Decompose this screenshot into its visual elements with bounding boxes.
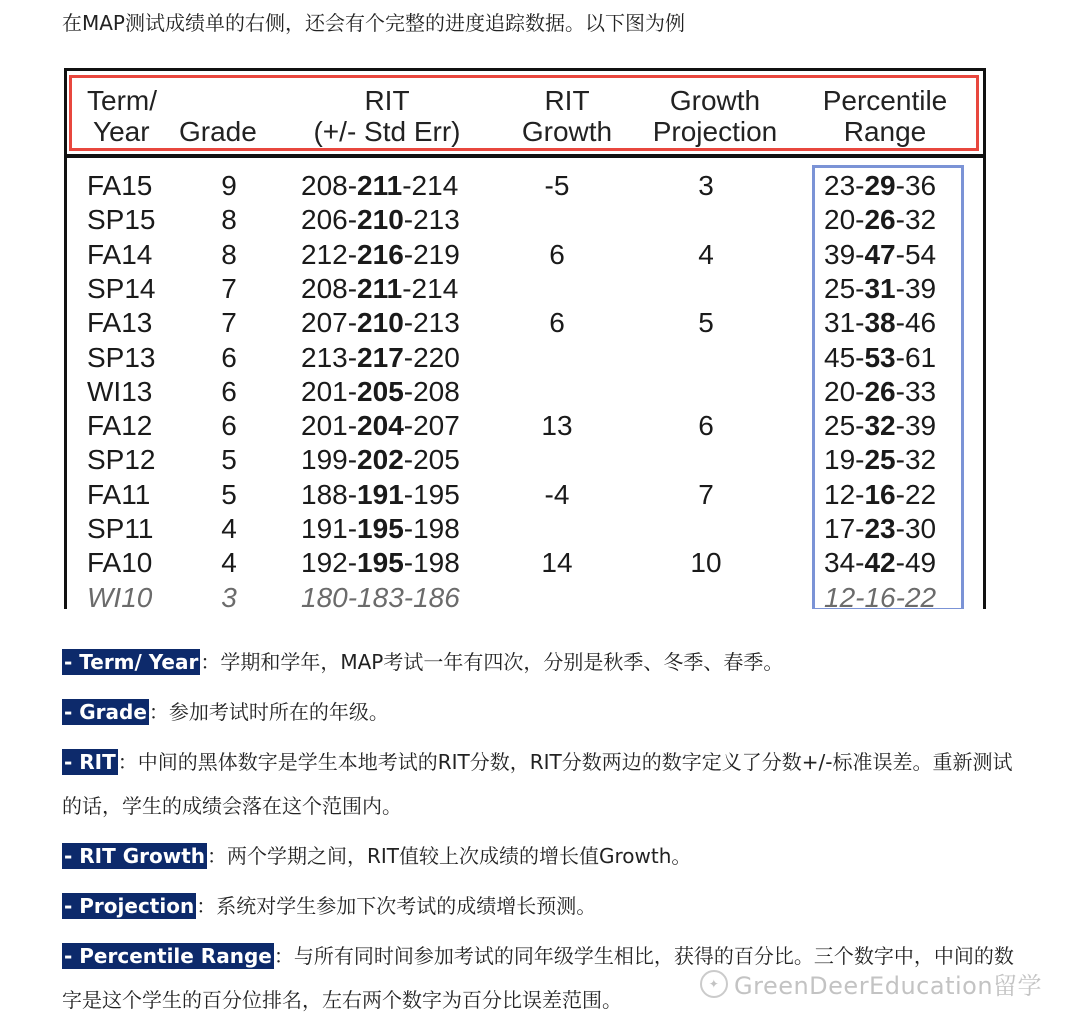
table-row (67, 306, 983, 340)
table-row (67, 443, 983, 477)
table-row (67, 375, 983, 409)
grade-cell: 8 (221, 238, 237, 270)
percentile-cell: 23-29-36 (824, 170, 937, 201)
term-cell: FA12 (87, 410, 153, 442)
definition-tag: - RIT (64, 750, 116, 774)
definition-item (62, 690, 1022, 734)
rit-cell: 208-211-214 (301, 272, 459, 304)
table-row (67, 478, 983, 512)
definition-text: ：两个学期之间，RIT值较上次成绩的增长值Growth。 (207, 844, 692, 868)
rit-cell: 191-195-198 (301, 513, 460, 544)
rit-cell: 188-191-195 (301, 478, 460, 510)
growth-cell: 6 (549, 307, 565, 339)
term-cell: FA10 (87, 547, 153, 579)
term-cell: SP14 (87, 272, 156, 304)
term-cell: SP13 (87, 341, 156, 373)
grade-cell: 6 (221, 341, 237, 373)
table-row (67, 341, 983, 375)
rit-cell: 180-183-186 (301, 581, 460, 609)
header-rit-growth: RIT Growth (521, 85, 613, 147)
definition-text: ：与所有同时间参加考试的同年级学生相比，获得的百分比。三个数字中，中间的数字是这个学生的百分位排名，左右两个数字为百分比误差范围。 (62, 944, 1014, 1012)
term-cell: SP15 (87, 204, 156, 236)
growth-cell: 6 (549, 238, 565, 270)
definition-item (62, 834, 1022, 878)
term-cell: SP11 (87, 513, 154, 544)
definition-tag: - Term/ Year (64, 650, 199, 674)
percentile-cell: 12-16-22 (824, 581, 937, 609)
percentile-cell: 25-32-39 (824, 410, 937, 442)
percentile-cell: 39-47-54 (824, 238, 937, 270)
header-growth-projection: Growth Projection (652, 85, 778, 147)
table-row (67, 581, 983, 609)
header-percentile-range: Percentile Range (822, 85, 948, 147)
percentile-cell: 17-23-30 (824, 513, 937, 544)
projection-cell: 10 (690, 547, 722, 579)
projection-cell: 3 (698, 170, 714, 201)
table-row (67, 272, 983, 306)
projection-cell: 5 (698, 307, 714, 339)
rit-cell: 201-204-207 (301, 410, 460, 442)
term-cell: FA15 (87, 170, 153, 201)
projection-cell: 4 (698, 238, 714, 270)
definition-tag: - RIT Growth (64, 844, 206, 868)
rit-cell: 199-202-205 (301, 444, 460, 476)
table-row (67, 546, 983, 580)
definition-item (62, 640, 1022, 684)
table-row (67, 409, 983, 443)
grade-cell: 6 (221, 410, 237, 442)
definition-item (62, 740, 1022, 828)
table-row (67, 169, 983, 203)
grade-cell: 4 (221, 513, 237, 544)
definition-text: ：参加考试时所在的年级。 (148, 700, 389, 724)
rit-cell: 207-210-213 (301, 307, 460, 339)
definition-tag: - Percentile Range (64, 944, 272, 968)
term-cell: WI13 (87, 375, 153, 407)
grade-cell: 6 (221, 375, 237, 407)
grade-cell: 9 (221, 170, 237, 201)
definition-item (62, 884, 1022, 928)
wechat-icon: ✦ (700, 970, 728, 998)
watermark: ✦ GreenDeerEducation留学 (700, 966, 1042, 1001)
percentile-cell: 25-31-39 (824, 272, 937, 304)
definition-text: ：中间的黑体数字是学生本地考试的RIT分数，RIT分数两边的数字定义了分数+/-标准误差。重新测试的话，学生的成绩会落在这个范围内。 (62, 750, 1013, 818)
header-divider (67, 154, 983, 158)
rit-cell: 212-216-219 (301, 238, 460, 270)
term-cell: SP12 (87, 444, 156, 476)
definition-tag: - Grade (64, 700, 147, 724)
percentile-cell: 31-38-46 (824, 307, 937, 339)
header-grade: Grade (179, 116, 257, 147)
definition-text: ：系统对学生参加下次考试的成绩增长预测。 (196, 894, 597, 918)
table-row (67, 512, 983, 546)
term-cell: FA13 (87, 307, 153, 339)
growth-cell: -4 (544, 478, 570, 510)
intro-paragraph: 在MAP测试成绩单的右侧，还会有个完整的进度追踪数据。以下图为例 (62, 11, 685, 35)
projection-cell: 6 (698, 410, 714, 442)
rit-cell: 213-217-220 (301, 341, 460, 373)
rit-cell: 201-205-208 (301, 375, 460, 407)
percentile-cell: 20-26-33 (824, 375, 937, 407)
growth-cell: -5 (544, 170, 570, 201)
grade-cell: 5 (221, 444, 237, 476)
map-report-image (64, 68, 986, 609)
grade-cell: 8 (221, 204, 237, 236)
grade-cell: 4 (221, 547, 237, 579)
grade-cell: 7 (221, 307, 237, 339)
term-cell: WI10 (87, 581, 153, 609)
growth-cell: 13 (541, 410, 573, 442)
projection-cell: 7 (698, 478, 714, 510)
grade-cell: 3 (221, 581, 237, 609)
grade-cell: 5 (221, 478, 237, 510)
definition-text: ：学期和学年，MAP考试一年有四次，分别是秋季、冬季、春季。 (200, 650, 784, 674)
percentile-cell: 20-26-32 (824, 204, 937, 236)
header-rit: RIT (+/- Std Err) (313, 85, 461, 147)
growth-cell: 14 (541, 547, 573, 579)
grade-cell: 7 (221, 272, 237, 304)
rit-cell: 206-210-213 (301, 204, 460, 236)
rit-cell: 192-195-198 (301, 547, 460, 579)
definition-tag: - Projection (64, 894, 195, 918)
header-term-year: Term/ Year (87, 85, 157, 147)
percentile-cell: 19-25-32 (824, 444, 937, 476)
percentile-cell: 12-16-22 (824, 478, 937, 510)
table-row (67, 238, 983, 272)
term-cell: FA14 (87, 238, 153, 270)
percentile-cell: 34-42-49 (824, 547, 937, 579)
rit-cell: 208-211-214 (301, 170, 459, 201)
term-cell: FA11 (87, 478, 151, 510)
percentile-cell: 45-53-61 (824, 341, 937, 373)
table-row (67, 203, 983, 237)
